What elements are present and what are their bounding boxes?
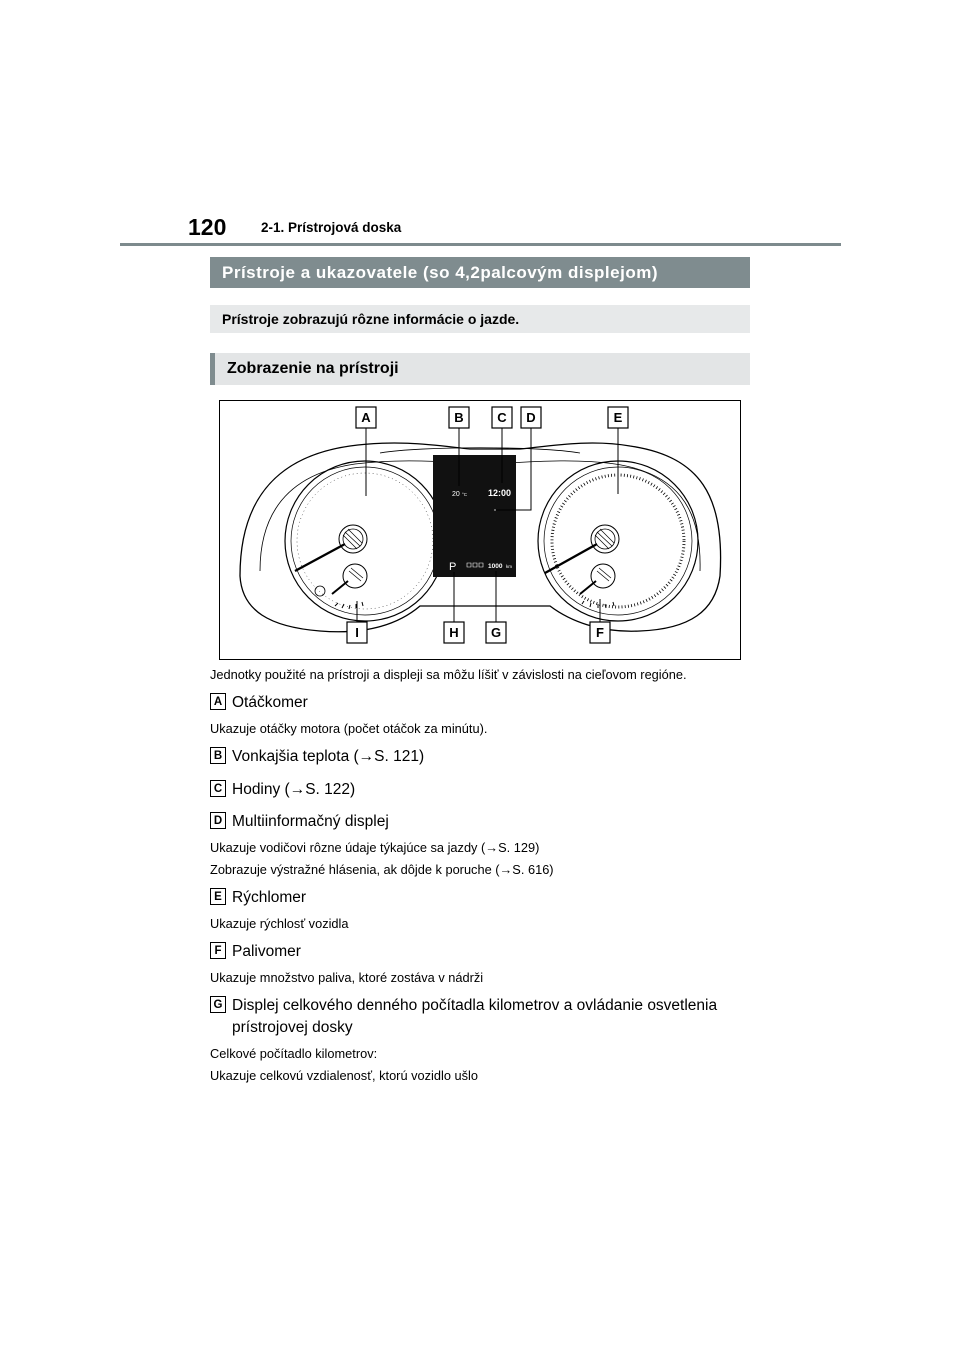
svg-text:G: G xyxy=(490,625,502,640)
item-letter-badge: G xyxy=(210,996,226,1013)
section-title: Prístroje a ukazovatele (so 4,2palcovým displejom) xyxy=(210,257,750,288)
svg-text:B: B xyxy=(454,410,464,425)
item-e xyxy=(210,887,752,909)
svg-text:I: I xyxy=(355,625,359,640)
svg-text:D: D xyxy=(526,410,536,425)
item-title: Palivomer xyxy=(232,943,301,960)
item-letter-badge: D xyxy=(210,812,226,829)
item-description: Celkové počítadlo kilometrov: xyxy=(210,1046,378,1061)
item-letter-badge: F xyxy=(210,942,226,959)
svg-text:H: H xyxy=(449,625,459,640)
display-temperature-unit: °C xyxy=(462,492,468,497)
item-letter-badge: A xyxy=(210,693,226,710)
item-title: Otáčkomer xyxy=(232,694,308,711)
item-title: Hodiny (→S. 122) xyxy=(232,781,356,798)
item-g xyxy=(210,995,752,1039)
running-head: 2-1. Prístrojová doska xyxy=(261,220,402,235)
callout-label-B xyxy=(449,407,469,428)
display-temperature: 20 xyxy=(452,491,460,498)
callout-label-A xyxy=(356,407,376,428)
svg-text:A: A xyxy=(361,410,371,425)
item-letter-badge: B xyxy=(210,747,226,764)
svg-text:E: E xyxy=(613,410,623,425)
callout-label-F xyxy=(590,622,610,643)
display-gear: P xyxy=(449,561,457,573)
callout-label-D xyxy=(521,407,541,428)
item-letter-badge: E xyxy=(210,888,226,905)
callout-label-E xyxy=(608,407,628,428)
svg-text:F: F xyxy=(596,625,604,640)
display-clock: 12:00 xyxy=(488,488,512,498)
item-description: Ukazuje množstvo paliva, ktoré zostáva v nádrži xyxy=(210,970,484,985)
callout-label-G xyxy=(486,622,506,643)
intro-text: Prístroje zobrazujú rôzne informácie o jazde. xyxy=(210,305,750,333)
display-odometer: 1000 xyxy=(488,563,503,570)
display-odometer-unit: km xyxy=(506,564,512,569)
item-b xyxy=(210,746,752,768)
item-letter-badge: C xyxy=(210,780,226,797)
item-description: Ukazuje vodičovi rôzne údaje týkajúce sa jazdy (→S. 129) xyxy=(210,840,540,855)
item-description: Ukazuje otáčky motora (počet otáčok za minútu). xyxy=(210,721,488,736)
item-description: Zobrazuje výstražné hlásenia, ak dôjde k poruche (→S. 616) xyxy=(210,862,554,877)
subheading: Zobrazenie na prístroji xyxy=(210,353,750,385)
item-title: Displej celkového denného počítadla kilometrov a ovládanie osvetlenia prístrojovej dosky xyxy=(232,997,718,1036)
callout-label-I xyxy=(347,622,367,643)
callout-label-H xyxy=(444,622,464,643)
tachometer-gauge xyxy=(285,461,445,621)
svg-text:C: C xyxy=(497,410,507,425)
item-title: Multiinformačný displej xyxy=(232,813,389,830)
item-a xyxy=(210,692,752,714)
item-description: Ukazuje rýchlosť vozidla xyxy=(210,916,349,931)
item-description: Ukazuje celkovú vzdialenosť, ktorú vozidlo ušlo xyxy=(210,1068,478,1083)
item-title: Rýchlomer xyxy=(232,889,307,906)
item-f xyxy=(210,941,752,963)
instrument-cluster-figure xyxy=(219,400,741,660)
cluster-illustration xyxy=(220,401,740,659)
item-c xyxy=(210,779,752,801)
page-number: 120 xyxy=(188,214,227,240)
header-rule xyxy=(120,243,841,246)
multi-info-display xyxy=(433,455,516,577)
callout-label-C xyxy=(492,407,512,428)
item-d xyxy=(210,811,752,833)
figure-caption: Jednotky použité na prístroji a displeji sa môžu líšiť v závislosti na cieľovom regióne. xyxy=(210,667,687,682)
item-title: Vonkajšia teplota (→S. 121) xyxy=(232,748,425,765)
